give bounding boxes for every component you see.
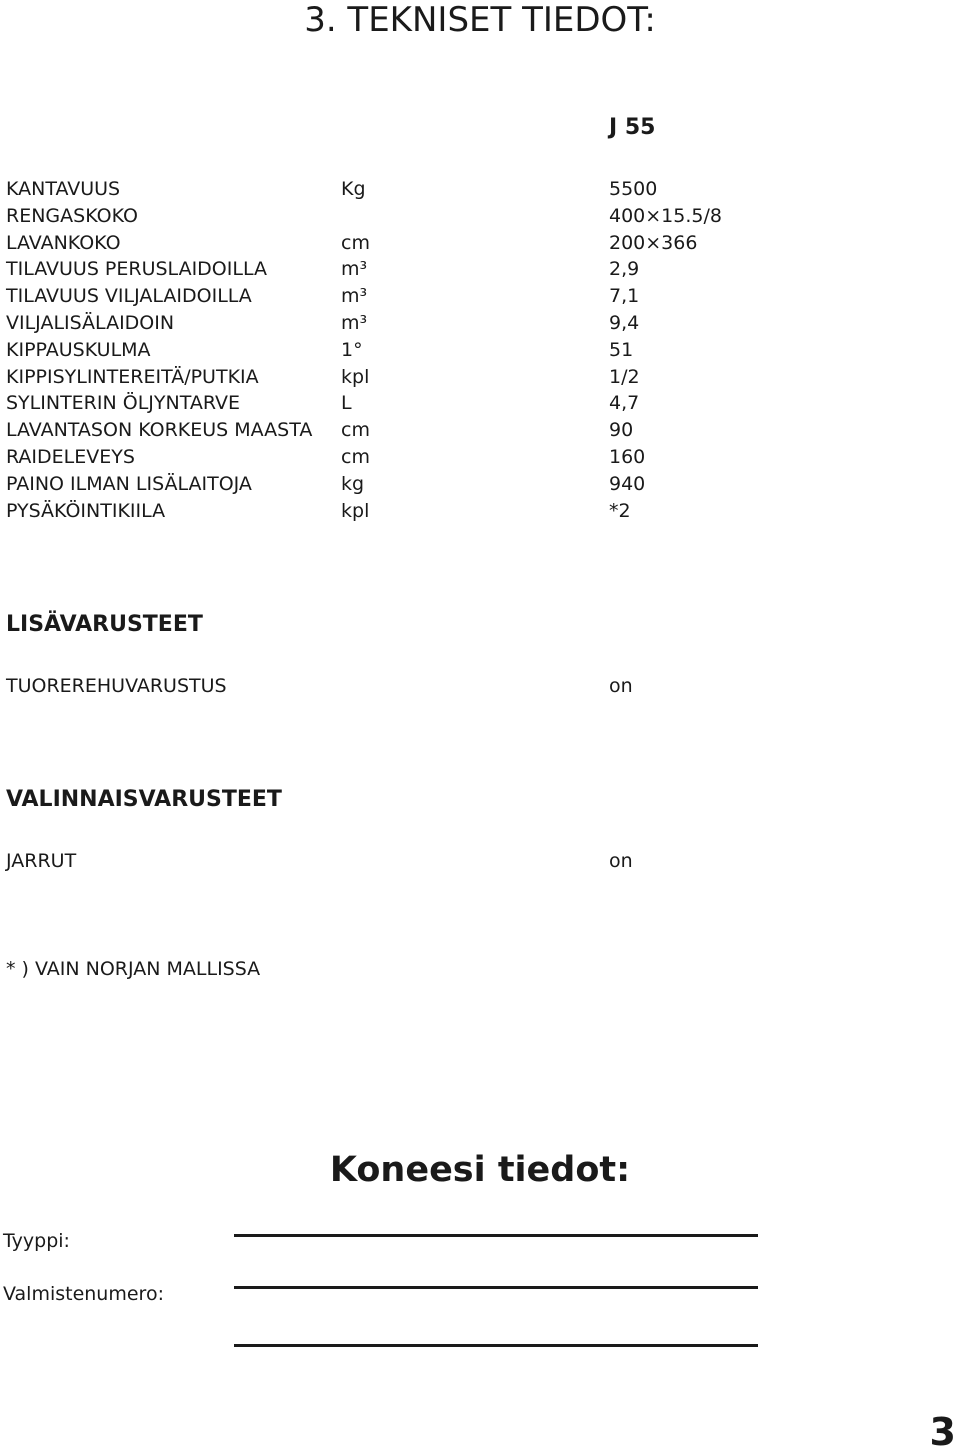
- spec-value: 2,9: [609, 258, 640, 281]
- serial-number-fill-line: [234, 1286, 758, 1289]
- spec-row: [6, 310, 766, 337]
- spec-unit: L: [341, 392, 352, 415]
- spec-unit: Kg: [341, 178, 366, 200]
- spec-row: [6, 256, 766, 283]
- spec-unit: cm: [341, 445, 370, 468]
- spec-value: 9,4: [609, 311, 640, 334]
- spec-row: [6, 283, 766, 310]
- accessories-heading: LISÄVARUSTEET: [6, 612, 203, 637]
- spec-unit: 1°: [341, 338, 363, 361]
- spec-name: LAVANTASON KORKEUS MAASTA: [6, 419, 313, 442]
- accessory-name: TUOREREHUVARUSTUS: [6, 675, 227, 697]
- spec-unit: kpl: [341, 499, 370, 522]
- spec-row: [6, 176, 766, 203]
- spec-name: PYSÄKÖINTIKIILA: [6, 499, 166, 522]
- spec-name: RAIDELEVEYS: [6, 445, 135, 468]
- type-fill-line: [234, 1234, 758, 1237]
- spec-value: 51: [609, 338, 634, 361]
- machine-info-title: Koneesi tiedot:: [329, 1150, 631, 1190]
- spec-name: RENGASKOKO: [6, 204, 138, 227]
- spec-row: [6, 230, 766, 257]
- spec-name: TILAVUUS VILJALAIDOILLA: [6, 285, 252, 308]
- spec-name: KIPPAUSKULMA: [6, 338, 151, 361]
- serial-number-label: Valmistenumero:: [3, 1283, 164, 1305]
- spec-name: SYLINTERIN ÖLJYNTARVE: [6, 392, 240, 415]
- type-label: Tyyppi:: [3, 1230, 70, 1252]
- page-title: 3. TEKNISET TIEDOT:: [304, 0, 656, 40]
- spec-unit: cm: [341, 419, 370, 442]
- spec-row: [6, 390, 766, 417]
- spec-value: 7,1: [609, 285, 640, 308]
- spec-value: 940: [609, 472, 646, 495]
- model-heading: J 55: [609, 115, 656, 140]
- spec-value: 1/2: [609, 365, 640, 388]
- spec-unit: kg: [341, 472, 365, 495]
- spec-name: LAVANKOKO: [6, 231, 121, 254]
- spec-row: [6, 444, 766, 471]
- spec-value: *2: [609, 499, 631, 522]
- optional-equipment-heading: VALINNAISVARUSTEET: [6, 787, 282, 812]
- spec-row: [6, 203, 766, 230]
- spec-unit: m³: [341, 285, 368, 308]
- spec-row: [6, 498, 766, 525]
- extra-fill-line: [234, 1344, 758, 1347]
- spec-unit: cm: [341, 231, 370, 254]
- spec-unit: m³: [341, 258, 368, 281]
- optional-equipment-name: JARRUT: [6, 850, 77, 872]
- spec-row: [6, 471, 766, 498]
- page-number: 3: [929, 1410, 956, 1454]
- spec-name: KIPPISYLINTEREITÄ/PUTKIA: [6, 365, 259, 388]
- spec-value: 200×366: [609, 231, 698, 254]
- spec-unit: kpl: [341, 365, 370, 388]
- spec-value: 5500: [609, 178, 658, 200]
- spec-name: KANTAVUUS: [6, 178, 121, 200]
- spec-name: VILJALISÄLAIDOIN: [6, 311, 175, 334]
- footnote: * ) VAIN NORJAN MALLISSA: [6, 958, 261, 980]
- spec-row: [6, 417, 766, 444]
- spec-name: PAINO ILMAN LISÄLAITOJA: [6, 472, 252, 495]
- spec-value: 400×15.5/8: [609, 204, 722, 227]
- spec-value: 90: [609, 419, 634, 442]
- spec-unit: m³: [341, 311, 368, 334]
- spec-value: 160: [609, 445, 646, 468]
- spec-value: 4,7: [609, 392, 640, 415]
- spec-table: [6, 176, 766, 524]
- spec-name: TILAVUUS PERUSLAIDOILLA: [6, 258, 267, 281]
- optional-equipment-value: on: [609, 850, 633, 872]
- spec-row: [6, 337, 766, 364]
- spec-row: [6, 364, 766, 391]
- accessory-value: on: [609, 675, 633, 697]
